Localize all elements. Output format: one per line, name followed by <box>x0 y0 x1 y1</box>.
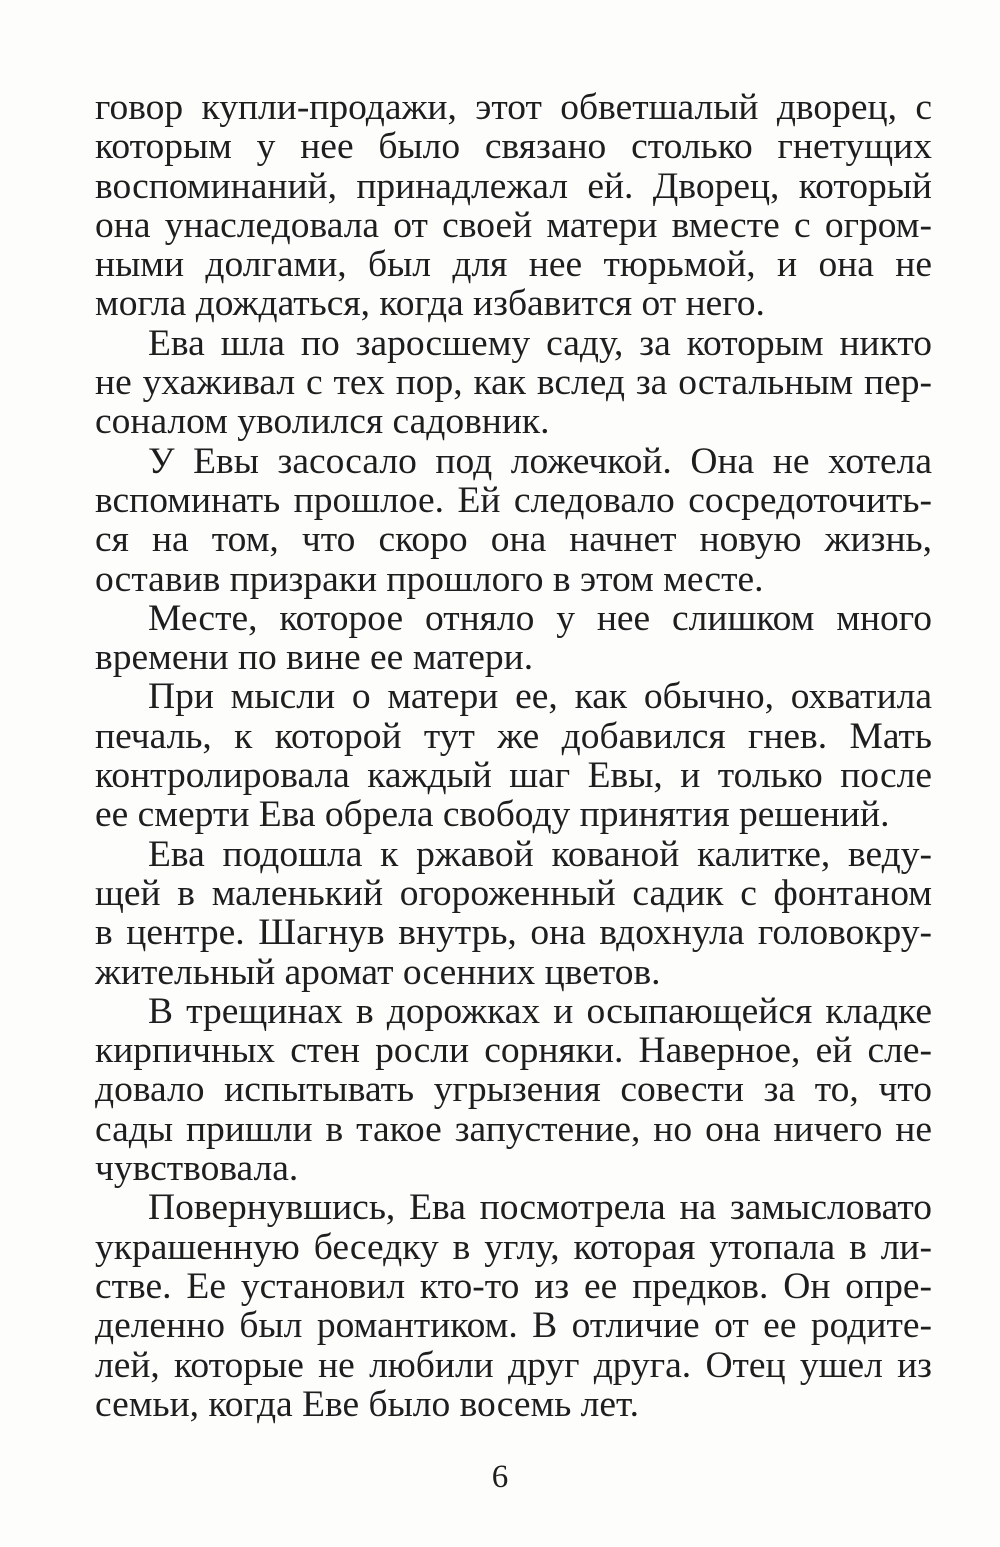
text-line: времени по вине ее матери. <box>95 637 534 679</box>
text-line: Месте, которое отняло у нее слишком много <box>148 597 932 639</box>
text-line: При мысли о матери ее, как обычно, охватила <box>148 676 932 718</box>
text-line: говор купли-продажи, этот обветшалый дворец, с <box>95 87 932 128</box>
text-line: которым у нее было связано столько гнетущих <box>95 126 932 168</box>
text-line: могла дождаться, когда избавится от него. <box>95 283 765 325</box>
text-line: лей, которые не любили друг друга. Отец ушел из <box>95 1344 932 1386</box>
text-line: печаль, к которой тут же добавился гнев. Мать <box>95 715 932 757</box>
text-line: деленно был романтиком. В отличие от ее родите- <box>95 1305 932 1347</box>
text-line: воспоминаний, принадлежал ей. Дворец, который <box>95 165 932 207</box>
text-line: украшенную беседку в углу, которая утопала в ли- <box>95 1226 932 1268</box>
text-line: сады пришли в такое запустение, но она ничего не <box>95 1108 932 1150</box>
paragraph <box>95 442 932 599</box>
page-number: 6 <box>491 1459 509 1495</box>
text-line: чувствовала. <box>95 1148 299 1190</box>
text-line: довало испытывать угрызения совести за то, что <box>95 1069 932 1111</box>
text-line: соналом уволился садовник. <box>95 401 550 443</box>
text-line: семьи, когда Еве было восемь лет. <box>95 1383 639 1425</box>
paragraph <box>95 324 932 442</box>
text-line: в центре. Шагнув внутрь, она вдохнула головокру- <box>95 912 932 954</box>
text-line: вспоминать прошлое. Ей следовало сосредоточить- <box>95 479 932 521</box>
paragraph <box>95 835 932 992</box>
paragraph <box>95 677 932 834</box>
text-line: ными долгами, был для нее тюрьмой, и она не <box>95 244 932 286</box>
text-line: ся на том, что скоро она начнет новую жизнь, <box>95 519 932 561</box>
text-line: кирпичных стен росли сорняки. Наверное, ей сле- <box>95 1030 932 1072</box>
text-line: Ева подошла к ржавой кованой калитке, веду- <box>148 833 932 875</box>
paragraph <box>95 599 932 678</box>
text-line: стве. Ее установил кто-то из ее предков. Он опре- <box>95 1265 932 1307</box>
text-line: ее смерти Ева обрела свободу принятия решений. <box>95 794 890 836</box>
text-line: она унаследовала от своей матери вместе с огром- <box>95 204 932 246</box>
paragraph <box>95 88 932 324</box>
text-line: жительный аромат осенних цветов. <box>95 951 661 993</box>
body-text <box>95 88 932 1424</box>
text-line: не ухаживал с тех пор, как вслед за остальным пер- <box>95 362 932 404</box>
text-line: оставив призраки прошлого в этом месте. <box>95 558 764 600</box>
paragraph <box>95 1188 932 1424</box>
paragraph <box>95 992 932 1188</box>
text-line: В трещинах в дорожках и осыпающейся кладке <box>148 990 932 1032</box>
text-line: контролировала каждый шаг Евы, и только после <box>95 755 932 797</box>
text-line: щей в маленький огороженный садик с фонтаном <box>95 872 932 914</box>
text-line: Повернувшись, Ева посмотрела на замысловато <box>148 1187 932 1229</box>
text-line: У Евы засосало под ложечкой. Она не хотела <box>148 440 932 482</box>
text-line: Ева шла по заросшему саду, за которым никто <box>148 322 932 364</box>
